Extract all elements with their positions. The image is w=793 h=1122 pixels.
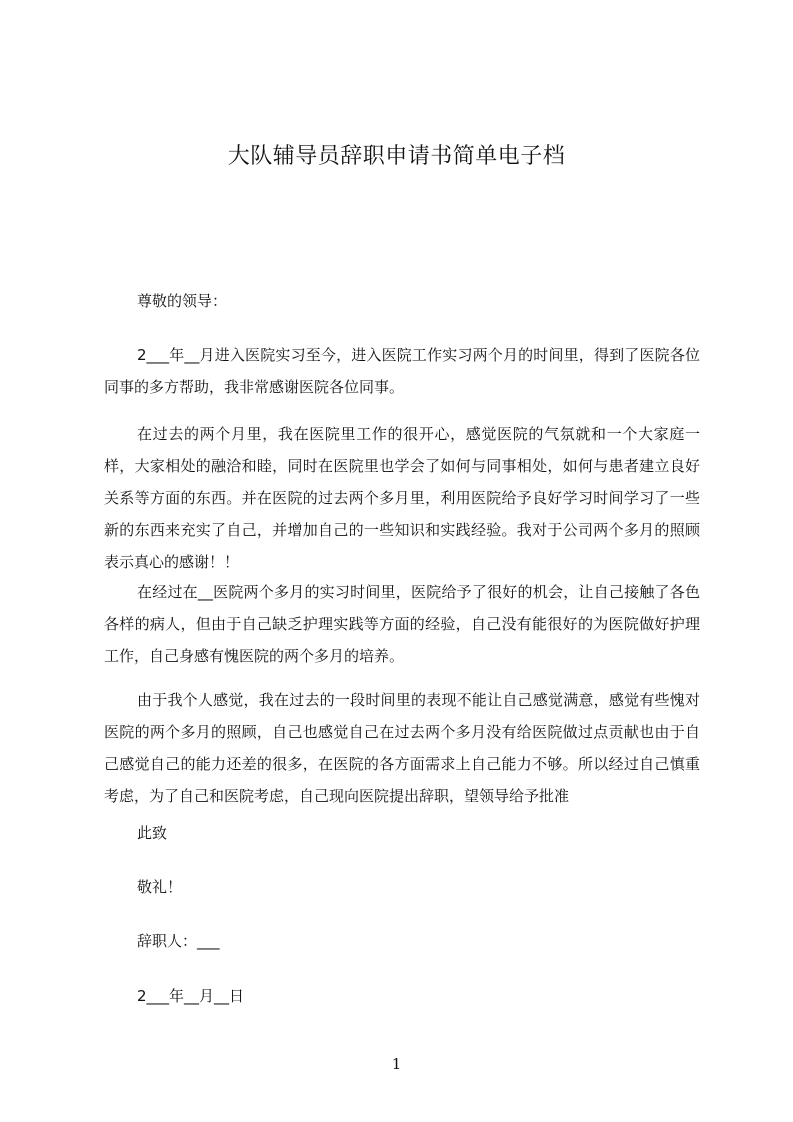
paragraph-3: 在经过在__医院两个多月的实习时间里，医院给予了很好的机会，让自己接触了各色各样的病人，但由于自己缺乏护理实践等方面的经验，自己没有能很好的为医院做好护理工作，自己身感有愧医院的两个多月的培养。 — [104, 583, 700, 665]
closing-this-letter: 此致 — [137, 824, 168, 842]
closing-salute: 敬礼！ — [137, 878, 183, 896]
paragraph-1: 2___年__月进入医院实习至今，进入医院工作实习两个月的时间里，得到了医院各位同事的多方帮助，我非常感谢医院各位同事。 — [104, 346, 700, 396]
paragraph-4: 由于我个人感觉，我在过去的一段时间里的表现不能让自己感觉满意，感觉有些愧对医院的两个多月的照顾，自己也感觉自己在过去两个多月没有给医院做过点贡献也由于自己感觉自己的能力还差的很多，在医院的各方面需求上自己能力不够。所以经过自己慎重考虑，为了自己和医院考虑，自己现向医院提出辞职，望领导给予批准 — [104, 691, 700, 805]
document-title: 大队辅导员辞职申请书简单电子档 — [227, 144, 566, 169]
date-line: 2___年__月__日 — [137, 987, 245, 1005]
paragraph-2: 在过去的两个月里，我在医院里工作的很开心，感觉医院的气氛就和一个大家庭一样，大家相处的融洽和睦，同时在医院里也学会了如何与同事相处，如何与患者建立良好关系等方面的东西。并在医院的过去两个多月里，利用医院给予良好学习时间学习了一些新的东西来充实了自己，并增加自己的一些知识和实践经验。我对于公司两个多月的照顾表示真心的感谢！！ — [104, 425, 700, 571]
signature-line: 辞职人：___ — [137, 932, 220, 950]
salutation: 尊敬的领导： — [137, 292, 228, 310]
page-number: 1 — [391, 1055, 402, 1073]
